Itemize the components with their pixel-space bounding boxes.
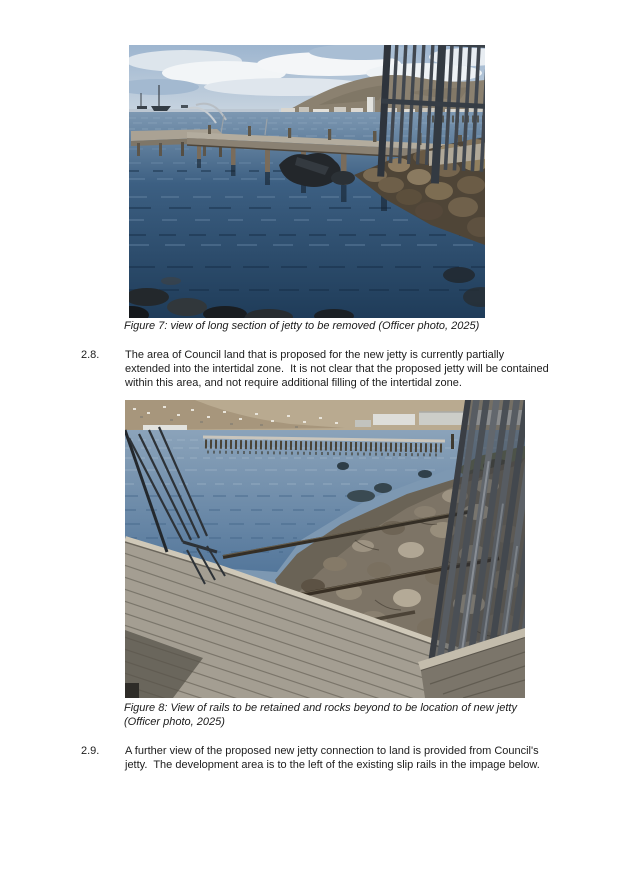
paragraph-2-9-number: 2.9. xyxy=(81,745,100,757)
jetty-photo-illustration xyxy=(129,45,485,318)
rails-photo-illustration xyxy=(125,400,525,698)
paragraph-2-8-text: The area of Council land that is proposed for the new jetty is currently partially extended into the intertidal zone. It is not clear that the proposed jetty will be contained within this area, and not require additional filling of the intertidal zone. xyxy=(125,349,552,389)
figure-8-photo xyxy=(125,400,525,698)
paragraph-2-8-number: 2.8. xyxy=(81,349,100,361)
figure-7-caption: Figure 7: view of long section of jetty to be removed (Officer photo, 2025) xyxy=(124,320,480,332)
figure-7-photo xyxy=(129,45,485,318)
paragraph-2-9-text: A further view of the proposed new jetty connection to land is provided from Council's jetty. The development area is to the left of the existing slip rails in the impage below. xyxy=(125,745,542,771)
figure-8-caption: Figure 8: View of rails to be retained and rocks beyond to be location of new jetty (Officer photo, 2025) xyxy=(124,702,521,728)
paragraph-2-9 xyxy=(0,744,622,772)
paragraph-2-8 xyxy=(0,348,622,390)
